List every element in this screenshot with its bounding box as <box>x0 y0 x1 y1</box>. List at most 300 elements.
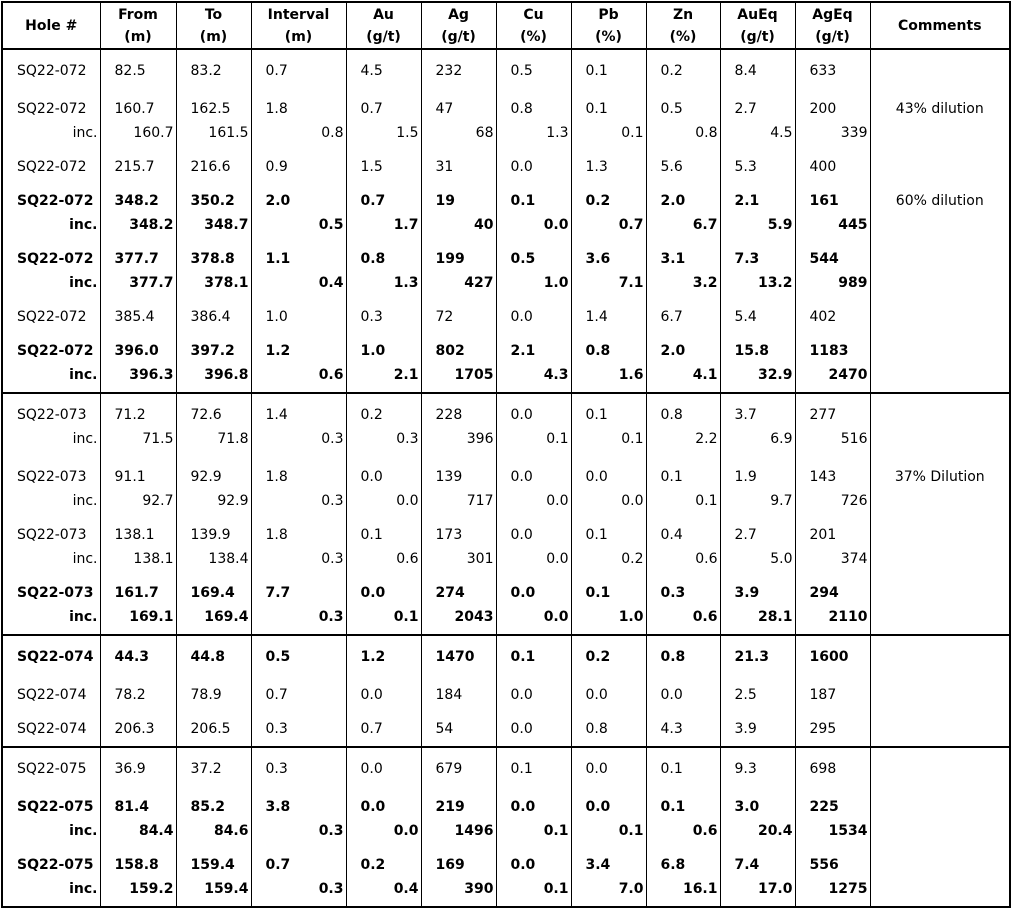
au-inc-value: 1.5 <box>396 125 419 141</box>
header-aueq-label: AuEq <box>737 6 778 23</box>
cell-aueq <box>720 300 795 334</box>
pb-inc-value: 7.1 <box>618 275 644 291</box>
cell-pb <box>571 334 646 393</box>
table-row <box>2 635 1010 678</box>
from-inc-value: 169.1 <box>129 609 174 625</box>
to-inc-value: 378.1 <box>204 275 249 291</box>
ag-inc-value: 390 <box>464 881 494 897</box>
table-row <box>2 393 1010 460</box>
cell-comments <box>870 242 1010 300</box>
cell-to <box>176 393 251 460</box>
pb-inc-value: 0.2 <box>621 551 644 567</box>
ageq-value: 143 <box>809 469 837 485</box>
hole-inc-value: inc. <box>69 217 98 233</box>
aueq-value: 1.9 <box>734 469 757 485</box>
cell-zn <box>646 576 720 635</box>
cell-from <box>100 848 176 907</box>
cell-cu <box>496 576 571 635</box>
from-value: 206.3 <box>114 721 155 737</box>
header-au <box>346 2 421 49</box>
cell-cu <box>496 92 571 150</box>
cu-inc-value: 0.0 <box>543 609 569 625</box>
cu-value: 0.0 <box>510 585 536 601</box>
cell-interval <box>251 334 346 393</box>
cell-cu <box>496 49 571 92</box>
to-value: 72.6 <box>190 407 222 423</box>
comment-text <box>871 339 1010 363</box>
cell-comments <box>870 518 1010 576</box>
ageq-value: 161 <box>809 193 839 209</box>
cell-ag <box>421 848 496 907</box>
cell-interval <box>251 460 346 518</box>
comment-text: 60% dilution <box>895 193 984 209</box>
header-from <box>100 2 176 49</box>
cell-au <box>346 747 421 790</box>
cell-zn <box>646 49 720 92</box>
interval-value: 0.3 <box>265 761 288 777</box>
hole-value: SQ22-075 <box>17 799 94 815</box>
hole-value: SQ22-074 <box>17 687 87 703</box>
pb-value: 3.4 <box>585 857 611 873</box>
hole-inc-value: inc. <box>72 493 98 509</box>
aueq-inc-value: 5.9 <box>767 217 793 233</box>
hole-value: SQ22-072 <box>17 309 87 325</box>
hole-value: SQ22-074 <box>17 649 94 665</box>
cell-comments <box>870 393 1010 460</box>
cell-aueq <box>720 790 795 848</box>
pb-inc-value: 7.0 <box>618 881 644 897</box>
hole-value: SQ22-072 <box>17 159 87 175</box>
cell-ag <box>421 576 496 635</box>
header-ageq <box>795 2 870 49</box>
aueq-value: 15.8 <box>734 343 770 359</box>
aueq-inc-value: 28.1 <box>757 609 793 625</box>
cu-inc-value: 4.3 <box>543 367 569 383</box>
header-to-label: To <box>204 6 223 23</box>
cell-aueq <box>720 393 795 460</box>
hole-value: SQ22-073 <box>17 469 87 485</box>
cu-value: 0.5 <box>510 63 533 79</box>
interval-value: 0.7 <box>265 687 288 703</box>
cell-to <box>176 848 251 907</box>
ag-value: 173 <box>435 527 463 543</box>
to-value: 44.8 <box>190 649 226 665</box>
cell-ageq <box>795 184 870 242</box>
table-row <box>2 712 1010 747</box>
cell-hole <box>2 150 100 184</box>
cell-interval <box>251 848 346 907</box>
aueq-value: 8.4 <box>734 63 757 79</box>
hole-value: SQ22-073 <box>17 585 94 601</box>
table-row <box>2 49 1010 92</box>
from-value: 91.1 <box>114 469 146 485</box>
ag-inc-value: 301 <box>466 551 494 567</box>
cell-aueq <box>720 334 795 393</box>
au-value: 0.0 <box>360 469 383 485</box>
cell-pb <box>571 712 646 747</box>
ageq-inc-value: 1534 <box>828 823 868 839</box>
from-value: 396.0 <box>114 343 159 359</box>
aueq-inc-value: 9.7 <box>770 493 793 509</box>
cu-value: 0.0 <box>510 527 533 543</box>
pb-value: 0.8 <box>585 721 608 737</box>
cell-from <box>100 184 176 242</box>
cell-ageq <box>795 678 870 712</box>
pb-inc-value: 0.7 <box>618 217 644 233</box>
header-interval-unit: (m) <box>284 28 313 45</box>
zn-value: 4.3 <box>660 721 683 737</box>
zn-value: 0.8 <box>660 649 686 665</box>
comment-text <box>871 795 1010 819</box>
cell-zn <box>646 300 720 334</box>
from-inc-value: 348.2 <box>129 217 174 233</box>
to-inc-value: 84.6 <box>213 823 249 839</box>
from-value: 348.2 <box>114 193 159 209</box>
cell-ag <box>421 712 496 747</box>
cell-comments <box>870 334 1010 393</box>
comment-text <box>871 403 1010 427</box>
au-value: 0.0 <box>360 585 386 601</box>
cell-zn <box>646 334 720 393</box>
au-inc-value: 0.0 <box>396 493 419 509</box>
from-value: 78.2 <box>114 687 146 703</box>
pb-inc-value: 1.6 <box>618 367 644 383</box>
cu-inc-value: 1.0 <box>543 275 569 291</box>
cu-value: 0.1 <box>510 761 533 777</box>
cell-to <box>176 712 251 747</box>
cell-pb <box>571 184 646 242</box>
cell-comments <box>870 300 1010 334</box>
comment-text <box>871 853 1010 877</box>
cell-comments <box>870 460 1010 518</box>
cell-ageq <box>795 747 870 790</box>
cell-hole <box>2 576 100 635</box>
hole-value: SQ22-072 <box>17 343 94 359</box>
cell-from <box>100 712 176 747</box>
from-value: 138.1 <box>114 527 155 543</box>
cell-aueq <box>720 184 795 242</box>
header-pb-label: Pb <box>598 6 619 23</box>
aueq-value: 2.7 <box>734 527 757 543</box>
interval-value: 0.7 <box>265 63 288 79</box>
cell-interval <box>251 184 346 242</box>
cell-interval <box>251 678 346 712</box>
zn-inc-value: 0.8 <box>695 125 718 141</box>
hole-inc-value: inc. <box>69 275 98 291</box>
pb-inc-value: 1.0 <box>618 609 644 625</box>
ageq-inc-value: 516 <box>840 431 868 447</box>
cell-aueq <box>720 848 795 907</box>
interval-inc-value: 0.3 <box>321 551 344 567</box>
pb-value: 1.3 <box>585 159 608 175</box>
header-ag <box>421 2 496 49</box>
cell-hole <box>2 747 100 790</box>
ag-value: 228 <box>435 407 463 423</box>
comment-text <box>871 757 1010 781</box>
hole-value: SQ22-072 <box>17 101 87 117</box>
ageq-value: 556 <box>809 857 839 873</box>
ag-value: 802 <box>435 343 465 359</box>
header-au-unit: (g/t) <box>366 28 401 45</box>
aueq-value: 3.9 <box>734 585 760 601</box>
cell-cu <box>496 712 571 747</box>
cell-zn <box>646 747 720 790</box>
cell-au <box>346 635 421 678</box>
header-ag-unit: (g/t) <box>441 28 476 45</box>
cell-ag <box>421 635 496 678</box>
to-value: 206.5 <box>190 721 231 737</box>
cell-pb <box>571 518 646 576</box>
cell-ageq <box>795 576 870 635</box>
comment-text <box>871 523 1010 547</box>
cell-comments <box>870 49 1010 92</box>
aueq-value: 2.5 <box>734 687 757 703</box>
ag-value: 72 <box>435 309 454 325</box>
cu-inc-value: 0.0 <box>543 217 569 233</box>
interval-value: 1.8 <box>265 469 288 485</box>
from-inc-value: 377.7 <box>129 275 174 291</box>
cell-interval <box>251 300 346 334</box>
au-value: 0.2 <box>360 857 386 873</box>
hole-value: SQ22-074 <box>17 721 87 737</box>
au-inc-value: 0.4 <box>393 881 419 897</box>
pb-value: 0.1 <box>585 407 608 423</box>
cell-hole <box>2 334 100 393</box>
hole-inc-value: inc. <box>72 431 98 447</box>
ageq-inc-value: 726 <box>840 493 868 509</box>
header-ageq-label: AgEq <box>812 6 853 23</box>
header-from-label: From <box>118 6 158 23</box>
cell-aueq <box>720 460 795 518</box>
to-value: 386.4 <box>190 309 231 325</box>
zn-value: 5.6 <box>660 159 683 175</box>
ag-inc-value: 717 <box>466 493 494 509</box>
pb-inc-value: 0.1 <box>621 431 644 447</box>
ag-value: 274 <box>435 585 465 601</box>
au-inc-value: 0.0 <box>393 823 419 839</box>
hole-inc-value: inc. <box>72 125 98 141</box>
to-inc-value: 161.5 <box>208 125 249 141</box>
cu-value: 0.5 <box>510 251 536 267</box>
hole-value: SQ22-072 <box>17 193 94 209</box>
cell-zn <box>646 712 720 747</box>
from-inc-value: 160.7 <box>133 125 174 141</box>
cell-interval <box>251 393 346 460</box>
pb-inc-value: 0.1 <box>621 125 644 141</box>
zn-value: 2.0 <box>660 193 686 209</box>
zn-value: 0.1 <box>660 761 683 777</box>
comment-text: 43% dilution <box>895 101 984 117</box>
interval-inc-value: 0.8 <box>321 125 344 141</box>
comment-text <box>871 581 1010 605</box>
ag-value: 679 <box>435 761 463 777</box>
zn-inc-value: 0.6 <box>692 609 718 625</box>
hole-inc-value: inc. <box>69 881 98 897</box>
cell-cu <box>496 790 571 848</box>
header-to <box>176 2 251 49</box>
header-ag-label: Ag <box>448 6 469 23</box>
cell-ageq <box>795 848 870 907</box>
header-cu-unit: (%) <box>520 28 547 45</box>
cell-pb <box>571 300 646 334</box>
au-value: 0.2 <box>360 407 383 423</box>
cell-from <box>100 49 176 92</box>
au-value: 1.5 <box>360 159 383 175</box>
cell-zn <box>646 518 720 576</box>
ageq-value: 277 <box>809 407 837 423</box>
cell-ag <box>421 92 496 150</box>
cell-comments <box>870 747 1010 790</box>
pb-inc-value: 0.1 <box>618 823 644 839</box>
zn-value: 2.0 <box>660 343 686 359</box>
cell-ag <box>421 300 496 334</box>
aueq-value: 7.3 <box>734 251 760 267</box>
comment-text <box>871 59 1010 83</box>
cell-zn <box>646 150 720 184</box>
cu-value: 0.1 <box>510 193 536 209</box>
ageq-inc-value: 339 <box>840 125 868 141</box>
pb-value: 0.2 <box>585 193 611 209</box>
hole-inc-value: inc. <box>69 367 98 383</box>
pb-value: 0.0 <box>585 469 608 485</box>
cell-comments <box>870 848 1010 907</box>
ageq-value: 294 <box>809 585 839 601</box>
header-from-unit: (m) <box>124 28 152 45</box>
ag-value: 54 <box>435 721 454 737</box>
table-row <box>2 576 1010 635</box>
aueq-value: 5.4 <box>734 309 757 325</box>
to-value: 85.2 <box>190 799 226 815</box>
zn-value: 0.2 <box>660 63 683 79</box>
aueq-inc-value: 5.0 <box>770 551 793 567</box>
cell-pb <box>571 92 646 150</box>
cell-to <box>176 150 251 184</box>
pb-value: 0.8 <box>585 343 611 359</box>
ag-inc-value: 1705 <box>454 367 494 383</box>
cell-ag <box>421 242 496 300</box>
pb-value: 3.6 <box>585 251 611 267</box>
cell-to <box>176 747 251 790</box>
cell-au <box>346 576 421 635</box>
from-value: 377.7 <box>114 251 159 267</box>
to-inc-value: 348.7 <box>204 217 249 233</box>
cell-interval <box>251 747 346 790</box>
cell-zn <box>646 92 720 150</box>
cu-value: 0.8 <box>510 101 533 117</box>
zn-value: 0.5 <box>660 101 683 117</box>
cell-zn <box>646 460 720 518</box>
ageq-inc-value: 445 <box>838 217 868 233</box>
cell-ag <box>421 393 496 460</box>
cell-pb <box>571 848 646 907</box>
ag-inc-value: 427 <box>464 275 494 291</box>
aueq-inc-value: 20.4 <box>757 823 793 839</box>
cell-comments <box>870 576 1010 635</box>
zn-value: 0.1 <box>660 799 686 815</box>
cell-pb <box>571 242 646 300</box>
interval-value: 1.8 <box>265 527 288 543</box>
cell-to <box>176 678 251 712</box>
cell-ageq <box>795 635 870 678</box>
cu-value: 0.1 <box>510 649 536 665</box>
header-zn-label: Zn <box>672 6 694 23</box>
cell-interval <box>251 242 346 300</box>
cell-hole <box>2 49 100 92</box>
cell-pb <box>571 49 646 92</box>
table-row <box>2 92 1010 150</box>
au-inc-value: 2.1 <box>393 367 419 383</box>
aueq-value: 3.0 <box>734 799 760 815</box>
cell-au <box>346 334 421 393</box>
ag-value: 169 <box>435 857 465 873</box>
au-value: 0.0 <box>360 687 383 703</box>
cu-value: 0.0 <box>510 159 533 175</box>
aueq-value: 5.3 <box>734 159 757 175</box>
aueq-inc-value: 13.2 <box>757 275 793 291</box>
cell-aueq <box>720 242 795 300</box>
comment-text <box>871 645 1010 669</box>
pb-value: 0.1 <box>585 63 608 79</box>
interval-inc-value: 0.3 <box>321 493 344 509</box>
cell-zn <box>646 184 720 242</box>
cell-hole <box>2 393 100 460</box>
zn-value: 0.0 <box>660 687 683 703</box>
ag-value: 31 <box>435 159 454 175</box>
cell-aueq <box>720 747 795 790</box>
cell-to <box>176 300 251 334</box>
au-inc-value: 1.7 <box>393 217 419 233</box>
to-value: 78.9 <box>190 687 222 703</box>
hole-value: SQ22-073 <box>17 407 87 423</box>
from-value: 36.9 <box>114 761 146 777</box>
cell-pb <box>571 393 646 460</box>
interval-value: 0.3 <box>265 721 288 737</box>
au-value: 0.7 <box>360 101 383 117</box>
cell-cu <box>496 747 571 790</box>
cell-comments <box>870 635 1010 678</box>
header-pb-unit: (%) <box>595 28 622 45</box>
cell-au <box>346 678 421 712</box>
assay-results-table <box>1 1 1011 908</box>
header-cu <box>496 2 571 49</box>
cell-hole <box>2 300 100 334</box>
ageq-value: 295 <box>809 721 837 737</box>
ag-value: 19 <box>435 193 455 209</box>
interval-value: 3.8 <box>265 799 291 815</box>
cell-to <box>176 92 251 150</box>
cell-au <box>346 848 421 907</box>
au-inc-value: 0.1 <box>393 609 419 625</box>
cell-cu <box>496 334 571 393</box>
ageq-value: 633 <box>809 63 837 79</box>
cu-inc-value: 0.1 <box>543 823 569 839</box>
ageq-inc-value: 374 <box>840 551 868 567</box>
au-value: 1.2 <box>360 649 386 665</box>
interval-value: 1.4 <box>265 407 288 423</box>
ag-value: 47 <box>435 101 454 117</box>
to-value: 159.4 <box>190 857 235 873</box>
table-body <box>2 49 1010 907</box>
interval-value: 1.0 <box>265 309 288 325</box>
aueq-value: 3.7 <box>734 407 757 423</box>
comment-text <box>871 717 1010 741</box>
cell-ageq <box>795 460 870 518</box>
interval-value: 1.2 <box>265 343 291 359</box>
aueq-inc-value: 32.9 <box>757 367 793 383</box>
hole-inc-value: inc. <box>69 823 98 839</box>
cu-value: 2.1 <box>510 343 536 359</box>
table-row <box>2 460 1010 518</box>
